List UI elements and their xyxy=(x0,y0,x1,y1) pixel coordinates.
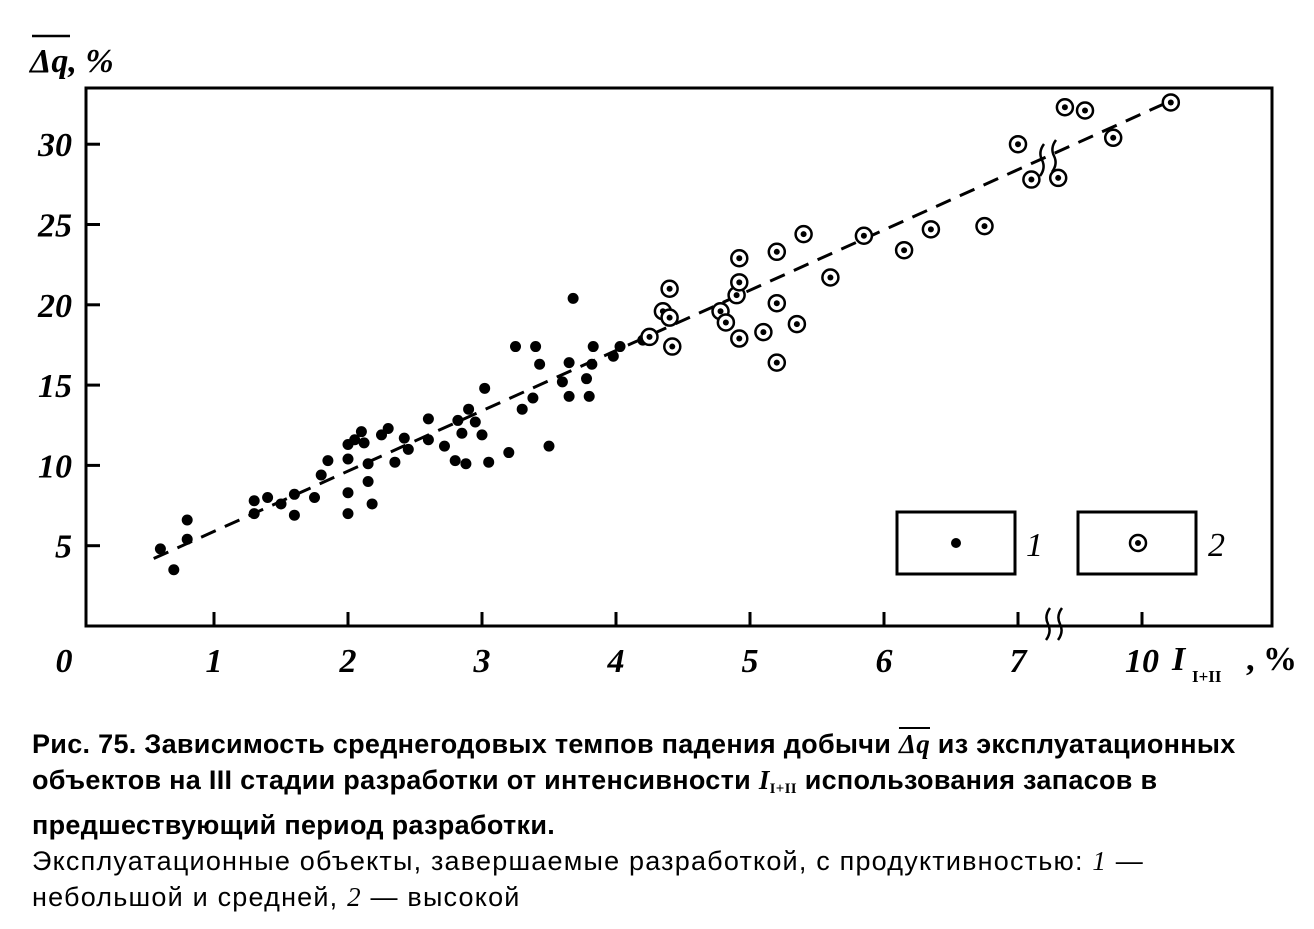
point-s2-3 xyxy=(662,310,678,326)
point-s1-2 xyxy=(182,515,193,526)
point-s2-22 xyxy=(1010,136,1026,152)
point-s1-47 xyxy=(557,376,568,387)
point-s1-51 xyxy=(581,373,592,384)
x-axis-label-main: I xyxy=(1172,641,1186,678)
point-s1-36 xyxy=(470,417,481,428)
point-s2-10 xyxy=(731,331,747,347)
data-points xyxy=(155,94,1179,575)
point-s1-18 xyxy=(356,426,367,437)
point-s2-6 xyxy=(718,314,734,330)
point-s1-28 xyxy=(423,413,434,424)
point-s2-16 xyxy=(796,226,812,242)
point-s2-21 xyxy=(977,218,993,234)
point-s1-24 xyxy=(383,423,394,434)
x-tick-label-3: 3 xyxy=(473,643,491,680)
y-tick-label-15: 15 xyxy=(38,368,72,406)
caption-description: Эксплуатационные объекты, завершаемые разработкой, с продуктивностью: 1 — небольшой и средней, 2 — высокой xyxy=(32,846,1144,912)
point-s1-49 xyxy=(564,357,575,368)
point-s2-23 xyxy=(1023,172,1039,188)
point-s1-15 xyxy=(343,487,354,498)
y-axis-label-text: Δq, % xyxy=(30,43,114,80)
point-s1-0 xyxy=(155,543,166,554)
point-s1-1 xyxy=(168,564,179,575)
trend-line xyxy=(154,101,1171,559)
point-s2-18 xyxy=(856,228,872,244)
legend-item-2 xyxy=(1078,512,1225,574)
x-axis-label xyxy=(1171,641,1297,686)
point-s1-9 xyxy=(289,510,300,521)
x-tick-label-0: 0 xyxy=(55,643,73,680)
legend-marker-dot xyxy=(951,538,961,548)
caption-title: Рис. 75. Зависимость среднегодовых темпов падения добычи $\overline{\Delta q}$ из эксплуатационных объектов на III стадии разработки от интенсивности $I_{I+II}$ использования запасов в предшествующий период разработки. xyxy=(32,729,1236,840)
point-s2-12 xyxy=(769,355,785,371)
x-tick-label-5: 5 xyxy=(741,643,759,680)
point-s1-21 xyxy=(363,476,374,487)
point-s1-43 xyxy=(527,392,538,403)
point-s1-30 xyxy=(439,441,450,452)
point-s1-35 xyxy=(463,404,474,415)
x-tick-label-4: 4 xyxy=(607,643,625,680)
point-s1-48 xyxy=(564,391,575,402)
point-s1-22 xyxy=(367,498,378,509)
x-axis-label-sub: I+II xyxy=(1192,667,1222,686)
point-s1-52 xyxy=(584,391,595,402)
point-s2-15 xyxy=(789,316,805,332)
x-axis-break xyxy=(1046,608,1062,640)
point-s2-4 xyxy=(664,339,680,355)
point-s2-25 xyxy=(1057,99,1073,115)
y-tick-label-5: 5 xyxy=(55,528,72,566)
point-s1-14 xyxy=(343,453,354,464)
y-tick-label-25: 25 xyxy=(38,207,72,245)
point-s1-53 xyxy=(586,359,597,370)
y-axis-label xyxy=(28,36,114,80)
y-tick-label-10: 10 xyxy=(38,448,72,486)
point-s2-11 xyxy=(755,324,771,340)
point-s1-3 xyxy=(182,534,193,545)
point-s1-6 xyxy=(262,492,273,503)
point-s1-40 xyxy=(503,447,514,458)
point-s1-37 xyxy=(477,429,488,440)
point-s1-7 xyxy=(276,498,287,509)
point-s1-42 xyxy=(517,404,528,415)
point-s2-20 xyxy=(923,221,939,237)
point-s1-10 xyxy=(309,492,320,503)
legend-label-2: 2 xyxy=(1208,527,1225,564)
point-s2-19 xyxy=(896,242,912,258)
point-s1-27 xyxy=(403,444,414,455)
point-s1-38 xyxy=(479,383,490,394)
point-s1-32 xyxy=(452,415,463,426)
point-s2-9 xyxy=(731,250,747,266)
point-s1-50 xyxy=(568,293,579,304)
point-s1-33 xyxy=(456,428,467,439)
point-s1-55 xyxy=(608,351,619,362)
legend-item-1 xyxy=(897,512,1043,574)
point-s1-46 xyxy=(544,441,555,452)
point-s1-39 xyxy=(483,457,494,468)
plot-frame xyxy=(86,88,1272,626)
x-tick-label-7: 7 xyxy=(1009,643,1027,680)
point-s1-31 xyxy=(450,455,461,466)
point-s1-5 xyxy=(249,508,260,519)
point-s2-26 xyxy=(1077,102,1093,118)
point-s2-0 xyxy=(642,329,658,345)
y-ticks xyxy=(37,127,100,565)
point-s1-12 xyxy=(322,455,333,466)
point-s1-45 xyxy=(534,359,545,370)
point-s1-25 xyxy=(389,457,400,468)
point-s1-29 xyxy=(423,434,434,445)
point-s2-2 xyxy=(662,281,678,297)
figure-caption xyxy=(32,726,1302,915)
y-tick-label-30: 30 xyxy=(38,127,72,165)
legend xyxy=(897,512,1225,574)
trend-line-dashed xyxy=(154,101,1171,559)
legend-label-1: 1 xyxy=(1026,527,1043,564)
x-axis-label-unit: , % xyxy=(1246,641,1297,678)
caption-symbol-dq: $\overline{\Delta q}$ xyxy=(898,729,930,759)
point-s1-20 xyxy=(363,458,374,469)
point-s1-41 xyxy=(510,341,521,352)
point-s1-34 xyxy=(460,458,471,469)
point-s1-11 xyxy=(316,470,327,481)
point-s2-8 xyxy=(731,274,747,290)
point-s1-19 xyxy=(359,437,370,448)
point-s1-26 xyxy=(399,433,410,444)
point-s2-28 xyxy=(1163,94,1179,110)
point-s1-44 xyxy=(530,341,541,352)
point-s2-17 xyxy=(822,270,838,286)
x-tick-label-2: 2 xyxy=(339,643,357,680)
point-s1-56 xyxy=(615,341,626,352)
point-s1-16 xyxy=(343,508,354,519)
point-s1-4 xyxy=(249,495,260,506)
point-s1-54 xyxy=(588,341,599,352)
x-ticks xyxy=(56,612,1160,680)
x-tick-label-10: 10 xyxy=(1125,643,1159,680)
point-s2-14 xyxy=(769,244,785,260)
point-s1-8 xyxy=(289,489,300,500)
x-tick-label-1: 1 xyxy=(205,643,223,680)
point-s2-13 xyxy=(769,295,785,311)
trend-break xyxy=(1040,140,1056,176)
y-tick-label-20: 20 xyxy=(38,287,72,325)
point-s2-27 xyxy=(1105,130,1121,146)
x-tick-label-6: 6 xyxy=(875,643,893,680)
